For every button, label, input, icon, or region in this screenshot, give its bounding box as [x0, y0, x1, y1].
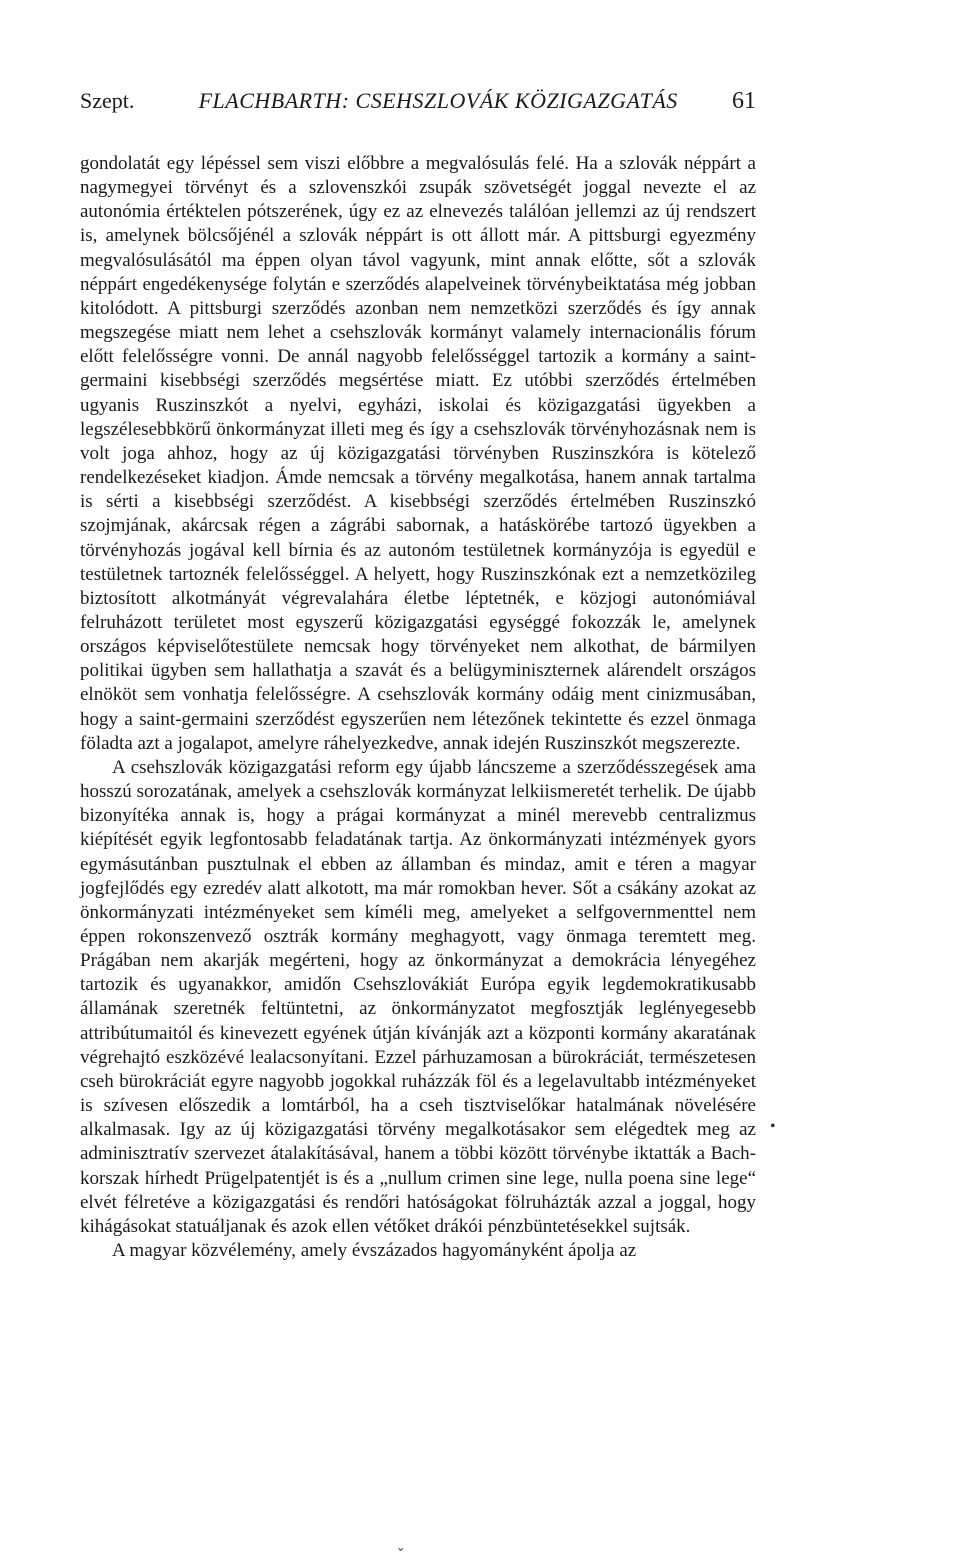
header-title: FLACHBARTH: CSEHSZLOVÁK KÖZIGAZGATÁS	[198, 88, 678, 113]
body-text	[80, 152, 756, 1263]
paragraph-1: gondolatát egy lépéssel sem viszi előbbre a megvalósulás felé. Ha a szlovák néppárt a nagymegyei törvényt és a szlovenszkói zsupák szövetségét joggal nevezte el az autonómia értéktelen pótszerének, úgy ez az elnevezés találóan jellemzi az új rendszert is, amelynek bölcsőjénél a szlovák néppárt is ott állott már. A pittsburgi egyezmény megvalósulásától ma éppen olyan távol vagyunk, mint annak előtte, sőt a szlovák néppárt engedékenysége folytán e szerződés alapelveinek törvénybeiktatása még jobban kitolódott. A pittsburgi szerződés azonban nem nemzetközi szerződés és így annak megszegése miatt nem lehet a csehszlovák kormányt valamely internacionális fórum előtt felelősségre vonni. De annál nagyobb felelősséggel tartozik a kormány a saint-germaini kisebbségi szerződés megsértése miatt. Ez utóbbi szerződés értelmében ugyanis Ruszinszkót a nyelvi, egyházi, iskolai és közigazgatási ügyekben a legszélesebbkörű önkormányzat illeti meg és így a csehszlovák törvényhozásnak nem is volt joga ahhoz, hogy az új közigazgatási törvényben Ruszinszkóra is kötelező rendelkezéseket kiadjon. Ámde nemcsak a törvény megalkotása, hanem annak tartalma is sérti a kisebbségi szerződést. A kisebbségi szerződés értelmében Ruszinszkó szojmjának, akárcsak régen a zágrábi sabornak, a hatáskörébe tartozó ügyekben a törvényhozás jogával kell bírnia és az autonóm testületnek kormányzója is egyedül e testületnek tartoznék felelősséggel. A helyett, hogy Ruszinszkónak ezt a nemzetközileg biztosított alkotmányát végrevalahára életbe léptetnék, e közjogi autonómiával felruházott területet most egyszerű közigazgatási egységgé fokozzák le, amelynek országos képviselőtestülete nemcsak hogy törvényeket nem alkothat, de bármilyen politikai ügyben sem hallathatja a szavát és a belügyminiszternek alárendelt országos elnököt sem vonhatja felelősségre. A csehszlovák kormány odáig ment cinizmusában, hogy a saint-germaini szerződést egyszerűen nem létezőnek tekintette és ezzel önmaga föladta azt a jogalapot, amelyre ráhelyezkedve, annak idején Ruszinszkót megszerezte.	[80, 153, 756, 754]
document-page	[80, 88, 756, 1263]
running-head	[80, 88, 756, 128]
bottom-scan-mark: ˇ	[398, 1546, 404, 1563]
page-number: 61	[732, 88, 756, 114]
paragraph-2: A csehszlovák közigazgatási reform egy újabb láncszeme a szerződésszegések ama hosszú sorozatának, amelyek a csehszlovák kormányzat lelkiismeretét terhelik. De újabb bizonyítéka annak is, hogy a prágai kormányzat a minél merevebb centralizmus kiépítését egyik legfontosabb feladatának tartja. Az önkormányzati intézmények gyors egymásutánban pusztulnak el ebben az államban és mindaz, amit e téren a magyar jogfejlődés egy ezredév alatt alkotott, ma már romokban hever. Sőt a csákány azokat az önkormányzati intézményeket sem kíméli meg, amelyeket a selfgovernmenttel nem éppen rokonszenvező osztrák kormány meghagyott, vagy önmaga teremtett meg. Prágában nem akarják megérteni, hogy az önkormányzat a demokrácia lényegéhez tartozik és ugyanakkor, amidőn Csehszlovákiát Európa egyik legdemokratikusabb államának szeretnék feltüntetni, az önkormányzatot megfosztják leglényegesebb attribútumaitól és kinevezett egyének útján kívánják azt a központi kormány akaratának végrehajtó eszközévé lealacsonyítani. Ezzel párhuzamosan a bürokráciát, természetesen cseh bürokráciát egyre nagyobb jogokkal ruházzák föl és a legelavultabb intézményeket is szívesen előszedik a lomtárból, ha a cseh tisztviselőkar hatalmának növelésére alkalmasak. Igy az új közigazgatási törvény megalkotásakor sem elégedtek meg az adminisztratív szervezet átalakításával, hanem a többi között törvénybe iktatták a Bach-korszak hírhedt Prügelpatentjét is és a „nullum crimen sine lege, nulla poena sine lege“ elvét félretéve a közigazgatási és rendőri hatóságokat fölruházták azzal a joggal, hogy kihágásokat statuáljanak és azok ellen vétőket drákói pénzbüntetésekkel sujtsák.	[80, 756, 756, 1237]
margin-dot-mark: •	[770, 1118, 776, 1135]
paragraph-3: A magyar közvélemény, amely évszázados hagyományként ápolja az	[112, 1240, 637, 1262]
header-month: Szept.	[80, 88, 135, 113]
